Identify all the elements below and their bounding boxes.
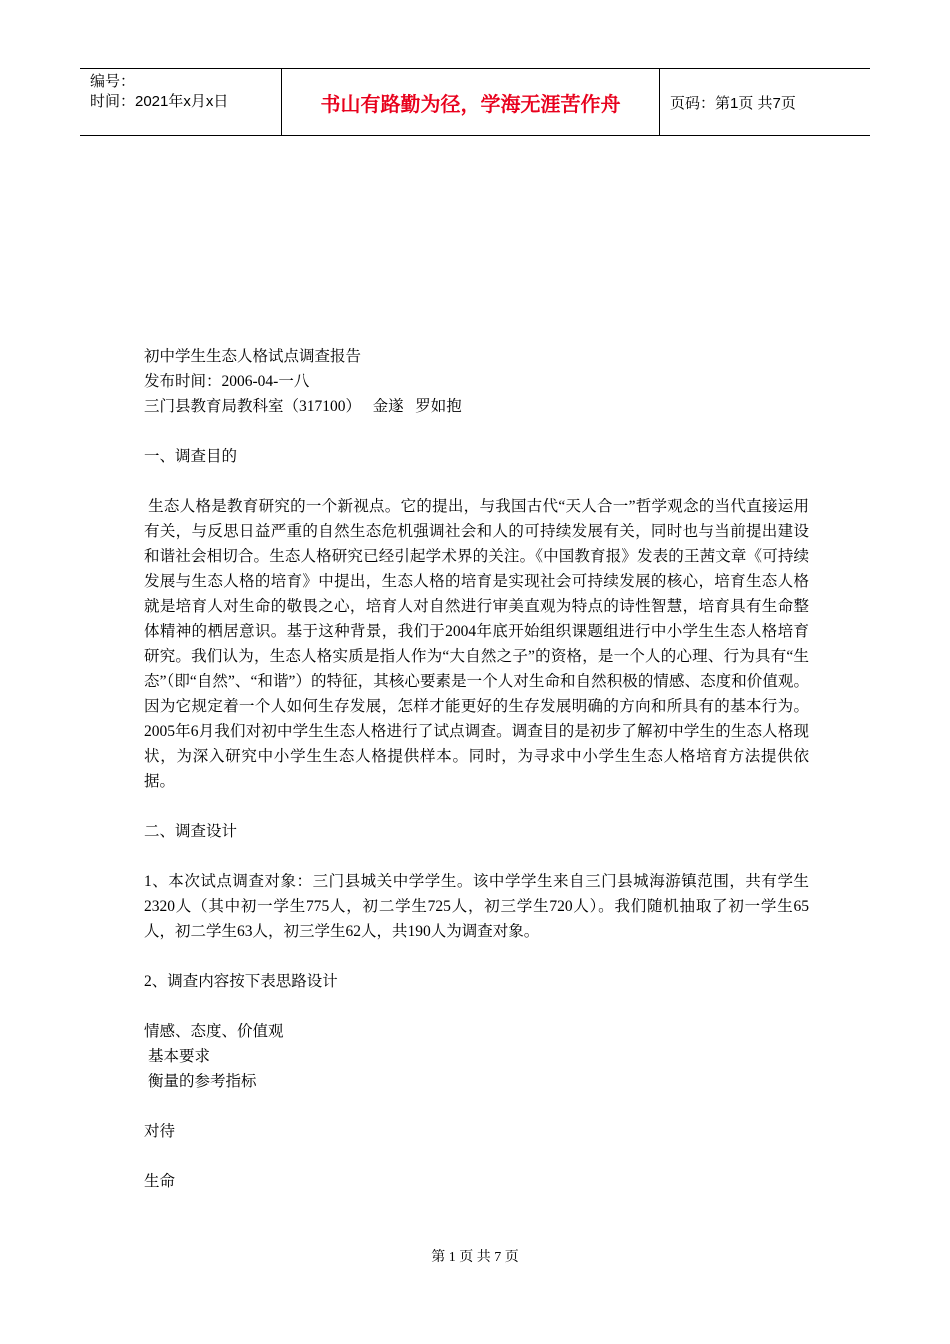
purpose-paragraph: 生态人格是教育研究的一个新视点。它的提出，与我国古代“天人合一”哲学观念的当代直接运用有关，与反思日益严重的自然生态危机强调社会和人的可持续发展有关，同时也与当前提出建设和谐社会相切合。生态人格研究已经引起学术界的关注。《中国教育报》发表的王茜文章《可持续发展与生态人格的培育》中提出，生态人格的培育是实现社会可持续发展的核心，培育生态人格就是培育人对生命的敬畏之心，培育人对自然进行审美直观为特点的诗性智慧，培育具有生命整体精神的栖居意识。基于这种背景，我们于2004年底开始组织课题组进行中小学生生态人格培育研究。我们认为，生态人格实质是指人作为“大自然之子”的资格，是一个人的心理、行为具有“生态”（即“自然”、“和谐”）的特征，其核心要素是一个人对生命和自然积极的情感、态度和价值观。因为它规定着一个人如何生存发展，怎样才能更好的生存发展明确的方向和所具有的基本行为。2005年6月我们对初中学生生态人格进行了试点调查。调查目的是初步了解初中学生的生态人格现状，为深入研究中小学生生态人格提供样本。同时，为寻求中小学生生态人格培育方法提供依据。: [144, 498, 810, 790]
report-title: 初中学生生态人格试点调查报告: [144, 348, 362, 365]
document-body: [144, 344, 809, 1194]
table-header-indicators: 衡量的参考指标: [148, 1073, 257, 1090]
table-header-emotion: 情感、态度、价值观: [144, 1023, 284, 1040]
author-line: 三门县教育局教科室（317100） 金遂 罗如抱: [144, 398, 462, 415]
document-date: 时间：2021年x月x日: [90, 93, 229, 110]
section-heading-design: 二、调查设计: [144, 823, 238, 840]
design-item-1: 1、本次试点调查对象：三门县城关中学学生。该中学学生来自三门县城海游镇范围，共有学生2320人（其中初一学生775人，初二学生725人，初三学生720人）。我们随机抽取了初一学生65人，初二学生63人，初三学生62人，共190人为调查对象。: [144, 873, 809, 940]
page-footer: 第 1 页 共 7 页: [431, 1250, 519, 1265]
section-heading-purpose: 一、调查目的: [144, 448, 238, 465]
table-cell-life: 生命: [144, 1173, 176, 1190]
design-item-2: 2、调查内容按下表思路设计: [144, 973, 338, 990]
table-cell-treat: 对待: [144, 1123, 176, 1140]
publish-time: 发布时间：2006-04-一八: [144, 373, 310, 390]
table-header-requirements: 基本要求: [148, 1048, 211, 1065]
document-header: [80, 68, 870, 136]
document-number-label: 编号：: [90, 73, 136, 90]
header-page-info: 页码：第1页 共7页: [670, 94, 796, 112]
header-left-cell: [80, 69, 282, 135]
header-motto: 书山有路勤为径，学海无涯苦作舟: [282, 69, 660, 135]
